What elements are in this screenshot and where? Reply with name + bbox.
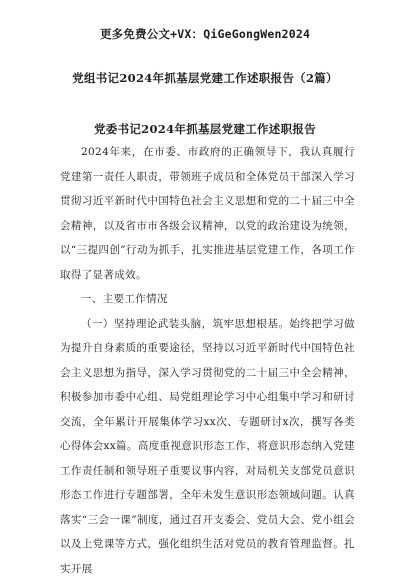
report-title: 党委书记2024年抓基层党建工作述职报告 [0,121,410,137]
section-paragraph: （一）坚持理论武装头脑，筑牢思想根基。始终把学习做为提升自身素质的重要途径，坚持以习近平新时代中国特色社会主义思想为指导，深入学习贯彻党的二十届三中全会精神，积极参加市委中心组、局党组理论学习中心组集中学习和研讨交流，全年累计开展集体学习xx次、专题研讨x次，撰写各类心得体会xx篇。高度重视意识形态工作，将意识形态纳入党建工作责任制和领导班子重要议事内容，对局机关支部党员意识形态工作进行专题部署，全年未发生意识形态领域问题。认真落实“三会一课”制度，通过召开支委会、党员大会、党小组会以及上党课等方式，强化组织生活对党员的教育管理监督。扎实开展 [60,312,355,581]
promo-banner: 更多免费公文+VX：QiGeGongWen2024 [0,26,410,42]
collection-title: 党组书记2024年抓基层党建工作述职报告（2篇） [0,70,410,86]
section-heading: 一、主要工作情况 [60,287,355,312]
report-body [60,140,355,581]
intro-paragraph: 2024年来，在市委、市政府的正确领导下，我认真履行党建第一责任人职责，带领班子成员和全体党员干部深入学习贯彻习近平新时代中国特色社会主义思想和党的二十届三中全会精神，以及省市市各级会议精神，以党的政治建设为统领，以“三提四创”行动为抓手，扎实推进基层党建工作，各项工作取得了显著成效。 [60,140,355,287]
